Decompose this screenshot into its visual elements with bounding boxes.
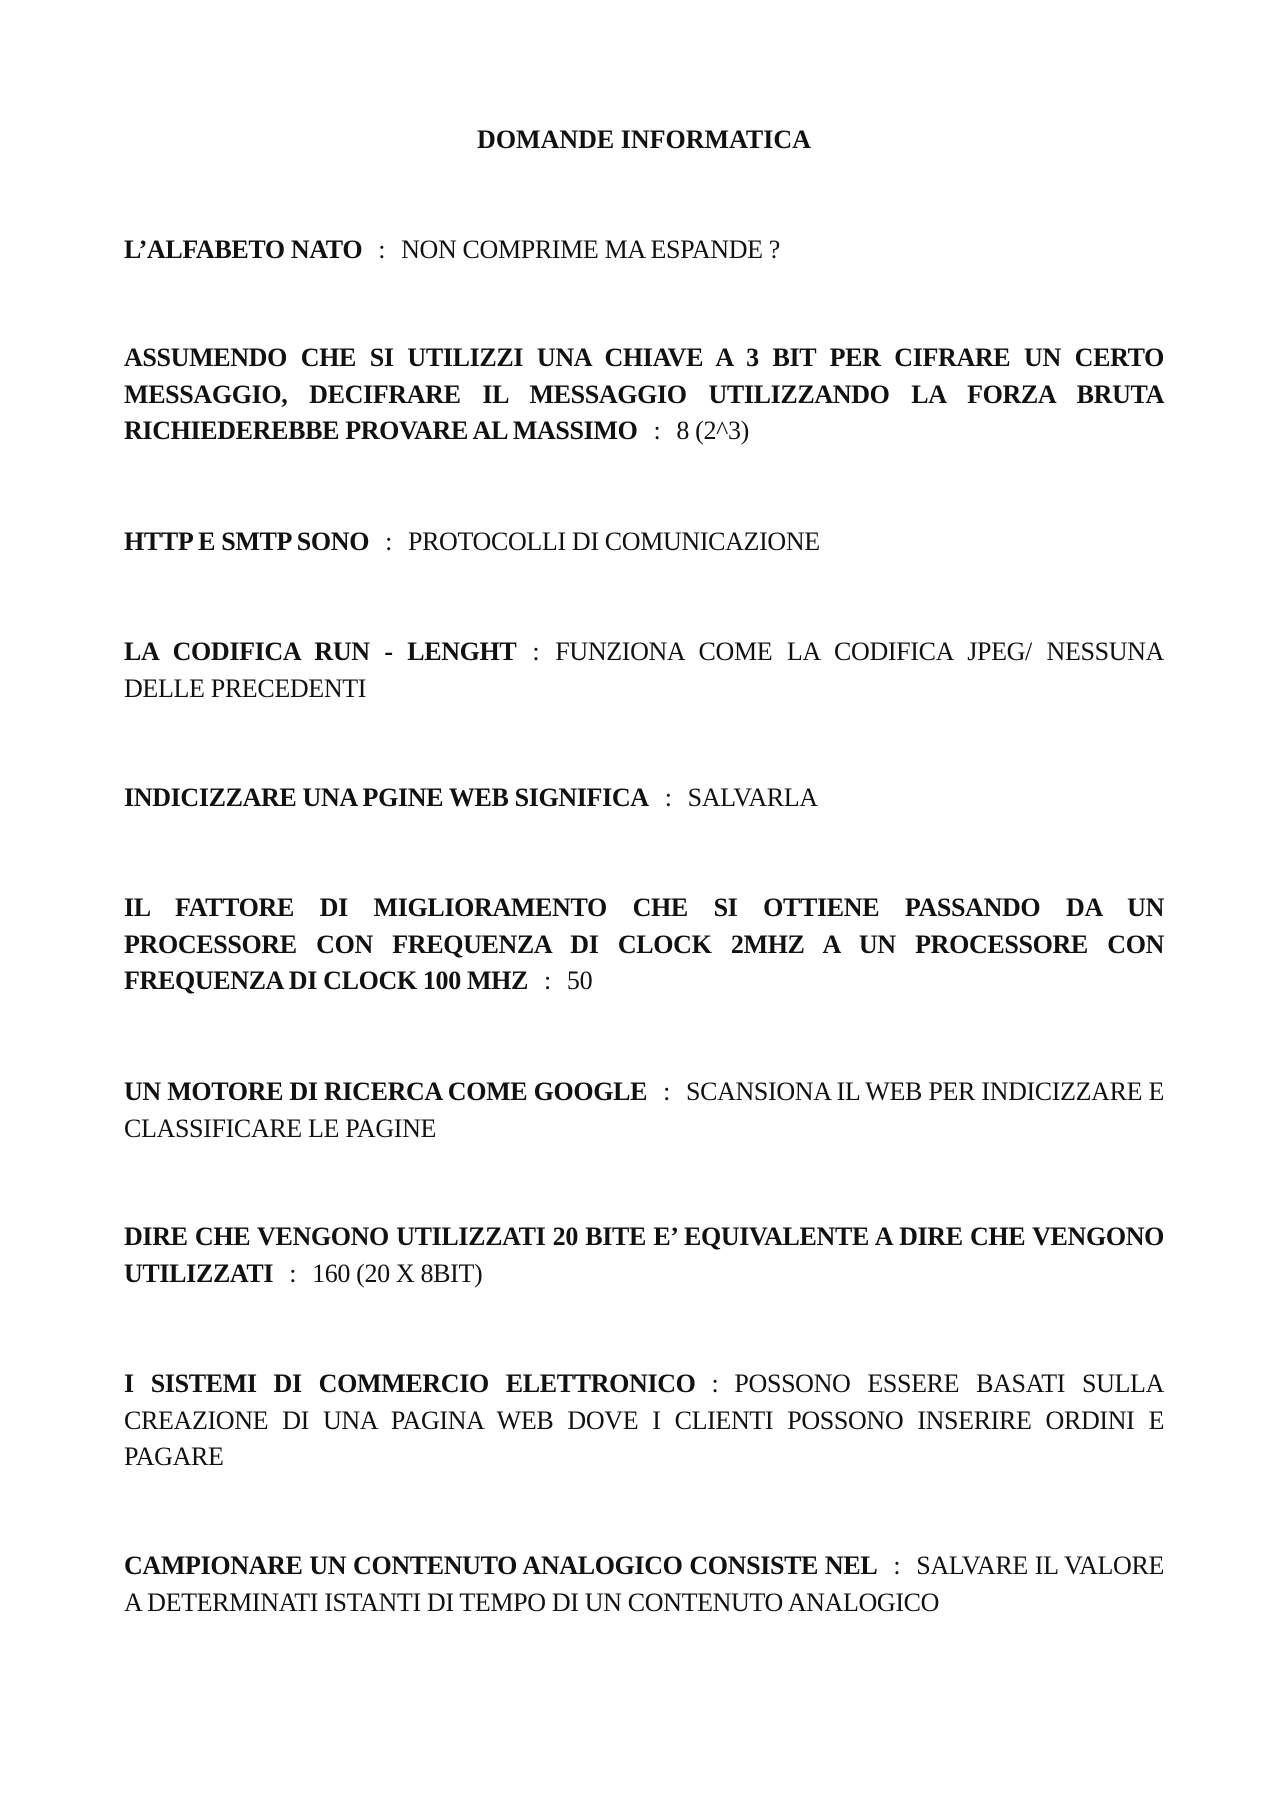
separator: : [378,235,386,264]
qa-item-9 [124,1366,1164,1476]
question-text: UN MOTORE DI RICERCA COME GOOGLE [124,1077,648,1106]
question-text: INDICIZZARE UNA PGINE WEB SIGNIFICA [124,783,649,812]
separator: : [893,1551,901,1580]
qa-item-8 [124,1219,1164,1292]
qa-item-3 [124,524,1164,561]
qa-item-10 [124,1548,1164,1621]
separator: : [385,527,392,556]
qa-item-1 [124,232,1164,269]
answer-text: NON COMPRIME MA ESPANDE ? [401,235,780,264]
answer-text: 160 (20 X 8BIT) [312,1258,483,1288]
separator: : [711,1369,719,1398]
answer-text: POSSONO ESSERE BASATI SULLA CREAZIONE DI UNA PAGINA WEB DOVE I CLIENTI POSSONO INSERIRE ORDINI E PAGARE [124,1369,1164,1471]
answer-text: SALVARE IL VALORE A DETERMINATI ISTANTI DI TEMPO DI UN CONTENUTO ANALOGICO [124,1551,1164,1617]
separator: : [289,1258,297,1288]
answer-text: SALVARLA [687,783,818,812]
question-text: CAMPIONARE UN CONTENUTO ANALOGICO CONSISTE NEL [124,1551,878,1580]
separator: : [664,783,672,812]
answer-text: FUNZIONA COME LA CODIFICA JPEG/ NESSUNA DELLE PRECEDENTI [124,637,1164,703]
question-text: DIRE CHE VENGONO UTILIZZATI 20 BITE E’ EQUIVALENTE A DIRE CHE VENGONO UTILIZZATI [124,1222,1164,1288]
question-text: IL FATTORE DI MIGLIORAMENTO CHE SI OTTIENE PASSANDO DA UN PROCESSORE CON FREQUENZA DI CLOCK 2MHZ A UN PROCESSORE CON FREQUENZA DI CLOCK 100 MHZ [124,893,1164,995]
answer-text: 8 (2^3) [676,416,749,445]
question-text: ASSUMENDO CHE SI UTILIZZI UNA CHIAVE A 3 BIT PER CIFRARE UN CERTO MESSAGGIO, DECIFRARE IL MESSAGGIO UTILIZZANDO LA FORZA BRUTA RICHIEDEREBBE PROVARE AL MASSIMO [124,343,1164,445]
qa-item-4 [124,634,1164,707]
answer-text: 50 [566,966,593,995]
question-text: L’ALFABETO NATO [124,235,363,264]
qa-item-7 [124,1074,1164,1147]
qa-item-2 [124,340,1164,450]
document-title: DOMANDE INFORMATICA [477,125,811,154]
qa-item-6 [124,890,1164,1000]
separator: : [532,637,540,666]
separator: : [663,1077,670,1106]
question-text: I SISTEMI DI COMMERCIO ELETTRONICO [124,1369,696,1398]
question-text: LA CODIFICA RUN - LENGHT [124,637,517,666]
answer-text: SCANSIONA IL WEB PER INDICIZZARE E CLASSIFICARE LE PAGINE [124,1077,1164,1143]
answer-text: PROTOCOLLI DI COMUNICAZIONE [407,527,820,556]
question-text: HTTP E SMTP SONO [124,527,370,556]
qa-item-5 [124,780,1164,817]
separator: : [544,966,551,995]
separator: : [653,416,661,445]
